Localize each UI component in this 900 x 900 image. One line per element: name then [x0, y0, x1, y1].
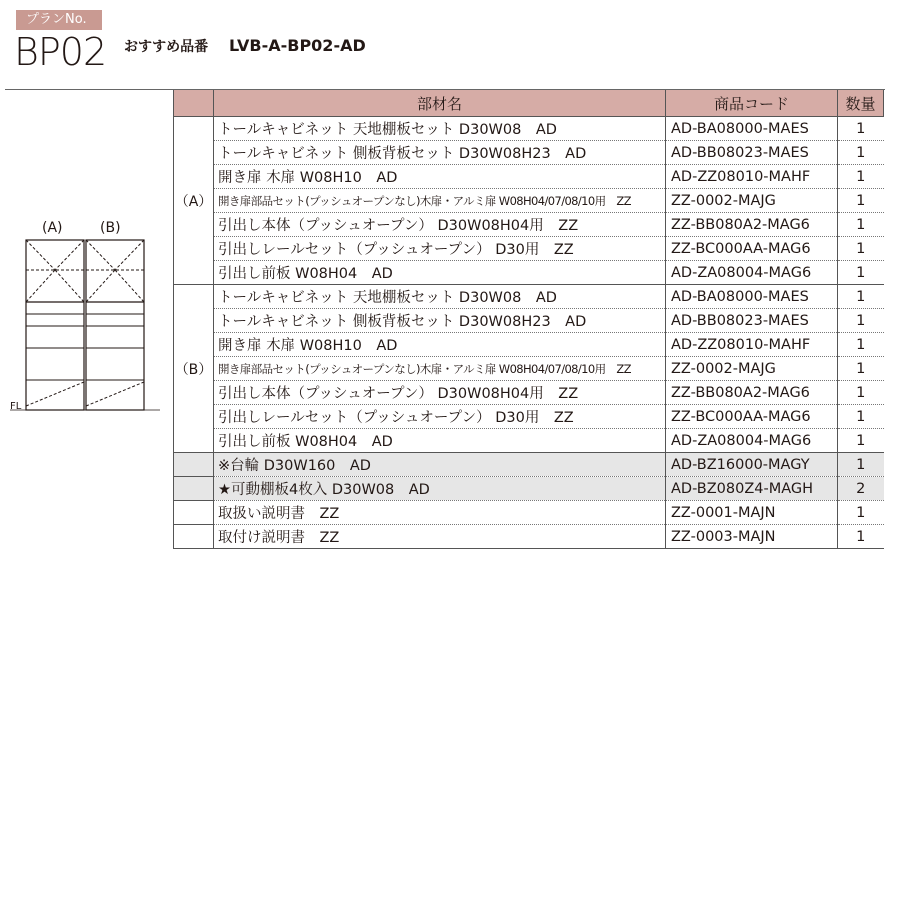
- product-code: ZZ-0001-MAJN: [666, 501, 838, 525]
- floor-line-label: FL: [10, 401, 22, 412]
- table-row: [174, 285, 884, 309]
- product-code: ZZ-BC000AA-MAG6: [666, 237, 838, 261]
- part-name: トールキャビネット 天地棚板セット D30W08 AD: [214, 117, 666, 141]
- table-header-row: [174, 90, 884, 117]
- table-row: [174, 453, 884, 477]
- table-row: [174, 117, 884, 141]
- part-name: 引出しレールセット（プッシュオープン） D30用 ZZ: [214, 237, 666, 261]
- product-code: AD-BA08000-MAES: [666, 285, 838, 309]
- table-row: [174, 501, 884, 525]
- product-code: ZZ-0003-MAJN: [666, 525, 838, 549]
- table-row: [174, 477, 884, 501]
- table-row: [174, 237, 884, 261]
- extra-group-cell: [174, 477, 214, 501]
- quantity: 1: [838, 453, 884, 477]
- header-quantity: 数量: [838, 90, 884, 117]
- cabinet-b-outline: [86, 240, 144, 410]
- part-name: 引出し本体（プッシュオープン） D30W08H04用 ZZ: [214, 213, 666, 237]
- part-name: ★可動棚板4枚入 D30W08 AD: [214, 477, 666, 501]
- product-code: ZZ-BB080A2-MAG6: [666, 213, 838, 237]
- quantity: 1: [838, 117, 884, 141]
- table-row: [174, 261, 884, 285]
- product-code: AD-BB08023-MAES: [666, 309, 838, 333]
- plan-number-badge: プランNo.: [16, 10, 102, 30]
- part-name: トールキャビネット 側板背板セット D30W08H23 AD: [214, 141, 666, 165]
- quantity: 1: [838, 501, 884, 525]
- table-row: [174, 429, 884, 453]
- product-code: AD-ZZ08010-MAHF: [666, 333, 838, 357]
- product-code: ZZ-0002-MAJG: [666, 189, 838, 213]
- quantity: 1: [838, 141, 884, 165]
- product-code: AD-BZ16000-MAGY: [666, 453, 838, 477]
- header-part-name: 部材名: [214, 90, 666, 117]
- recommend-label: おすすめ品番: [124, 39, 209, 55]
- product-code: AD-ZA08004-MAG6: [666, 261, 838, 285]
- quantity: 1: [838, 405, 884, 429]
- part-name: トールキャビネット 天地棚板セット D30W08 AD: [214, 285, 666, 309]
- product-code: ZZ-BB080A2-MAG6: [666, 381, 838, 405]
- product-code: AD-ZA08004-MAG6: [666, 429, 838, 453]
- part-name: ※台輪 D30W160 AD: [214, 453, 666, 477]
- diagram-label-b: (B): [100, 220, 121, 236]
- product-code: AD-BB08023-MAES: [666, 141, 838, 165]
- part-name: トールキャビネット 側板背板セット D30W08H23 AD: [214, 309, 666, 333]
- plan-code: BP02: [14, 30, 107, 74]
- quantity: 1: [838, 261, 884, 285]
- quantity: 1: [838, 357, 884, 381]
- group-a-label: （A）: [174, 117, 214, 285]
- table-row: [174, 525, 884, 549]
- product-code: ZZ-BC000AA-MAG6: [666, 405, 838, 429]
- diagram-label-a: (A): [42, 220, 63, 236]
- table-row: [174, 309, 884, 333]
- recommended-product: [124, 36, 366, 56]
- table-row: [174, 189, 884, 213]
- quantity: 1: [838, 165, 884, 189]
- table-row: [174, 357, 884, 381]
- product-code: AD-BA08000-MAES: [666, 117, 838, 141]
- part-name: 開き扉部品セット(プッシュオープンなし)木扉・アルミ扉 W08H04/07/08/10用 ZZ: [214, 189, 666, 213]
- extra-group-cell: [174, 525, 214, 549]
- quantity: 1: [838, 285, 884, 309]
- quantity: 1: [838, 237, 884, 261]
- cabinet-diagram: [0, 210, 175, 430]
- table-row: [174, 141, 884, 165]
- quantity: 1: [838, 381, 884, 405]
- header-product-code: 商品コード: [666, 90, 838, 117]
- table-row: [174, 333, 884, 357]
- table-row: [174, 381, 884, 405]
- table-row: [174, 165, 884, 189]
- quantity: 1: [838, 525, 884, 549]
- quantity: 1: [838, 309, 884, 333]
- part-name: 引出しレールセット（プッシュオープン） D30用 ZZ: [214, 405, 666, 429]
- part-name: 取扱い説明書 ZZ: [214, 501, 666, 525]
- part-name: 開き扉部品セット(プッシュオープンなし)木扉・アルミ扉 W08H04/07/08/10用 ZZ: [214, 357, 666, 381]
- product-code: AD-ZZ08010-MAHF: [666, 165, 838, 189]
- part-name: 引出し本体（プッシュオープン） D30W08H04用 ZZ: [214, 381, 666, 405]
- extra-group-cell: [174, 501, 214, 525]
- quantity: 2: [838, 477, 884, 501]
- cabinet-elevation-drawing: [0, 210, 175, 430]
- product-code: AD-BZ080Z4-MAGH: [666, 477, 838, 501]
- table-row: [174, 213, 884, 237]
- group-b-label: （B）: [174, 285, 214, 453]
- group-header-cell: [174, 90, 214, 117]
- part-name: 引出し前板 W08H04 AD: [214, 261, 666, 285]
- part-name: 開き扉 木扉 W08H10 AD: [214, 165, 666, 189]
- part-name: 引出し前板 W08H04 AD: [214, 429, 666, 453]
- product-code: ZZ-0002-MAJG: [666, 357, 838, 381]
- part-name: 開き扉 木扉 W08H10 AD: [214, 333, 666, 357]
- cabinet-a-outline: [26, 240, 84, 410]
- quantity: 1: [838, 189, 884, 213]
- quantity: 1: [838, 213, 884, 237]
- table-row: [174, 405, 884, 429]
- quantity: 1: [838, 333, 884, 357]
- extra-group-cell: [174, 453, 214, 477]
- recommend-code: LVB-A-BP02-AD: [229, 36, 366, 55]
- part-name: 取付け説明書 ZZ: [214, 525, 666, 549]
- parts-table: [173, 90, 884, 549]
- quantity: 1: [838, 429, 884, 453]
